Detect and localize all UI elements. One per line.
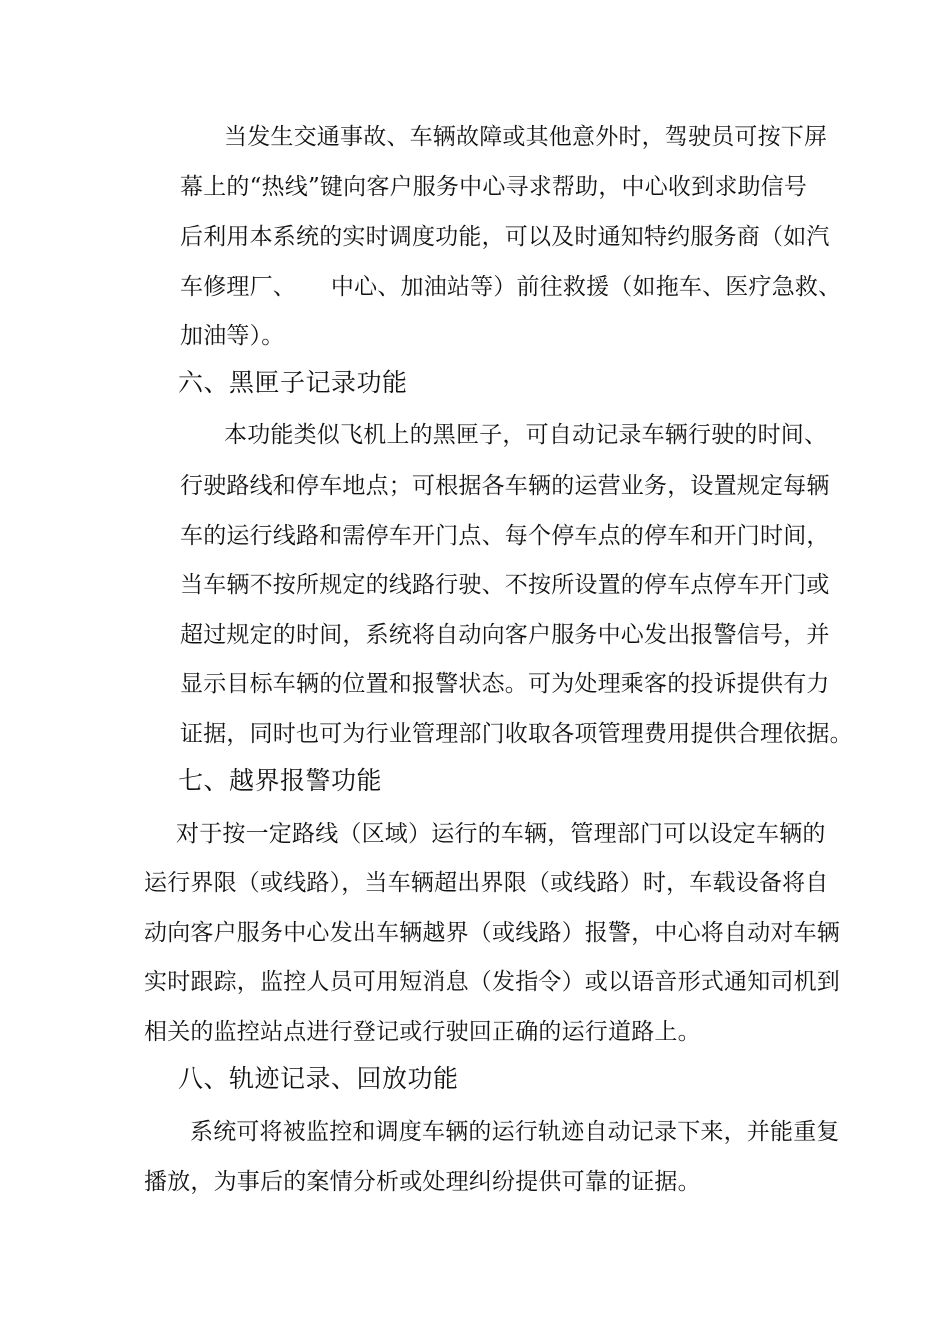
section-heading-7: 七、越界报警功能 xyxy=(178,766,383,795)
text-line: 车的运行线路和需停车开门点、每个停车点的停车和开门时间， xyxy=(180,523,830,549)
text-line: 实时跟踪，监控人员可用短消息（发指令）或以语音形式通知司机到 xyxy=(144,969,840,995)
text-line: 加油等）。 xyxy=(180,323,285,349)
section-heading-8: 八、轨迹记录、回放功能 xyxy=(178,1064,459,1093)
text-line: 后利用本系统的实时调度功能，可以及时通知特约服务商（如汽 xyxy=(180,224,830,250)
text-line: 动向客户服务中心发出车辆越界（或线路）报警，中心将自动对车辆 xyxy=(144,920,840,946)
text-line: 当车辆不按所规定的线路行驶、不按所设置的停车点停车开门或 xyxy=(180,572,830,598)
section-heading-6: 六、黑匣子记录功能 xyxy=(178,368,408,397)
text-line: 证据，同时也可为行业管理部门收取各项管理费用提供合理依据。 xyxy=(180,721,853,747)
text-line: 显示目标车辆的位置和报警状态。可为处理乘客的投诉提供有力 xyxy=(180,671,830,697)
text-line: 系统可将被监控和调度车辆的运行轨迹自动记录下来，并能重复 xyxy=(190,1119,840,1145)
text-line: 对于按一定路线（区域）运行的车辆，管理部门可以设定车辆的 xyxy=(176,821,826,847)
text-line: 本功能类似飞机上的黑匣子，可自动记录车辆行驶的时间、 xyxy=(224,422,828,448)
text-line: 当发生交通事故、车辆故障或其他意外时，驾驶员可按下屏 xyxy=(224,124,828,150)
text-line: 幕上的“热线”键向客户服务中心寻求帮助，中心收到求助信号 xyxy=(180,174,808,200)
text-line: 运行界限（或线路），当车辆超出界限（或线路）时，车载设备将自 xyxy=(144,870,829,896)
text-line: 相关的监控站点进行登记或行驶回正确的运行道路上。 xyxy=(144,1019,701,1045)
text-line: 车修理厂、 中心、加油站等）前往救援（如拖车、医疗急救、 xyxy=(180,274,842,300)
text-line: 播放，为事后的案情分析或处理纠纷提供可靠的证据。 xyxy=(144,1169,701,1195)
text-line: 超过规定的时间，系统将自动向客户服务中心发出报警信号，并 xyxy=(180,622,830,648)
text-line: 行驶路线和停车地点；可根据各车辆的运营业务，设置规定每辆 xyxy=(180,473,830,499)
